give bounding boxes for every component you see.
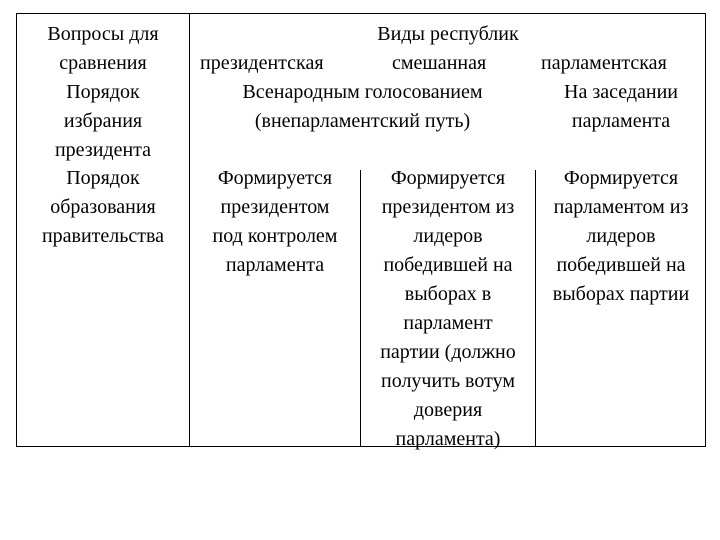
- row-government-question: Порядок образования правительства: [41, 167, 165, 247]
- row-government-parliamentary: Формируется парламентом из лидеров победившей на выборах партии: [552, 167, 690, 305]
- header-questions: Вопросы для сравнения: [47, 23, 159, 74]
- row-election-parliamentary: На заседании парламента: [564, 81, 678, 132]
- row-election-question: Порядок избрания президента: [54, 81, 152, 161]
- row-government-presidential: Формируется президентом под контролем парламента: [212, 167, 338, 276]
- header-mixed: смешанная: [392, 52, 487, 74]
- header-parliamentary: парламентская: [541, 52, 667, 74]
- row-election-pres-mixed: Всенародным голосованием (внепарламентский путь): [242, 81, 483, 132]
- header-republic-types: Виды республик: [377, 23, 519, 45]
- header-presidential: президентская: [200, 52, 324, 74]
- row-government-mixed: Формируется президентом из лидеров победившей на выборах в парламент партии (должно получить вотум доверия парламента): [380, 167, 516, 450]
